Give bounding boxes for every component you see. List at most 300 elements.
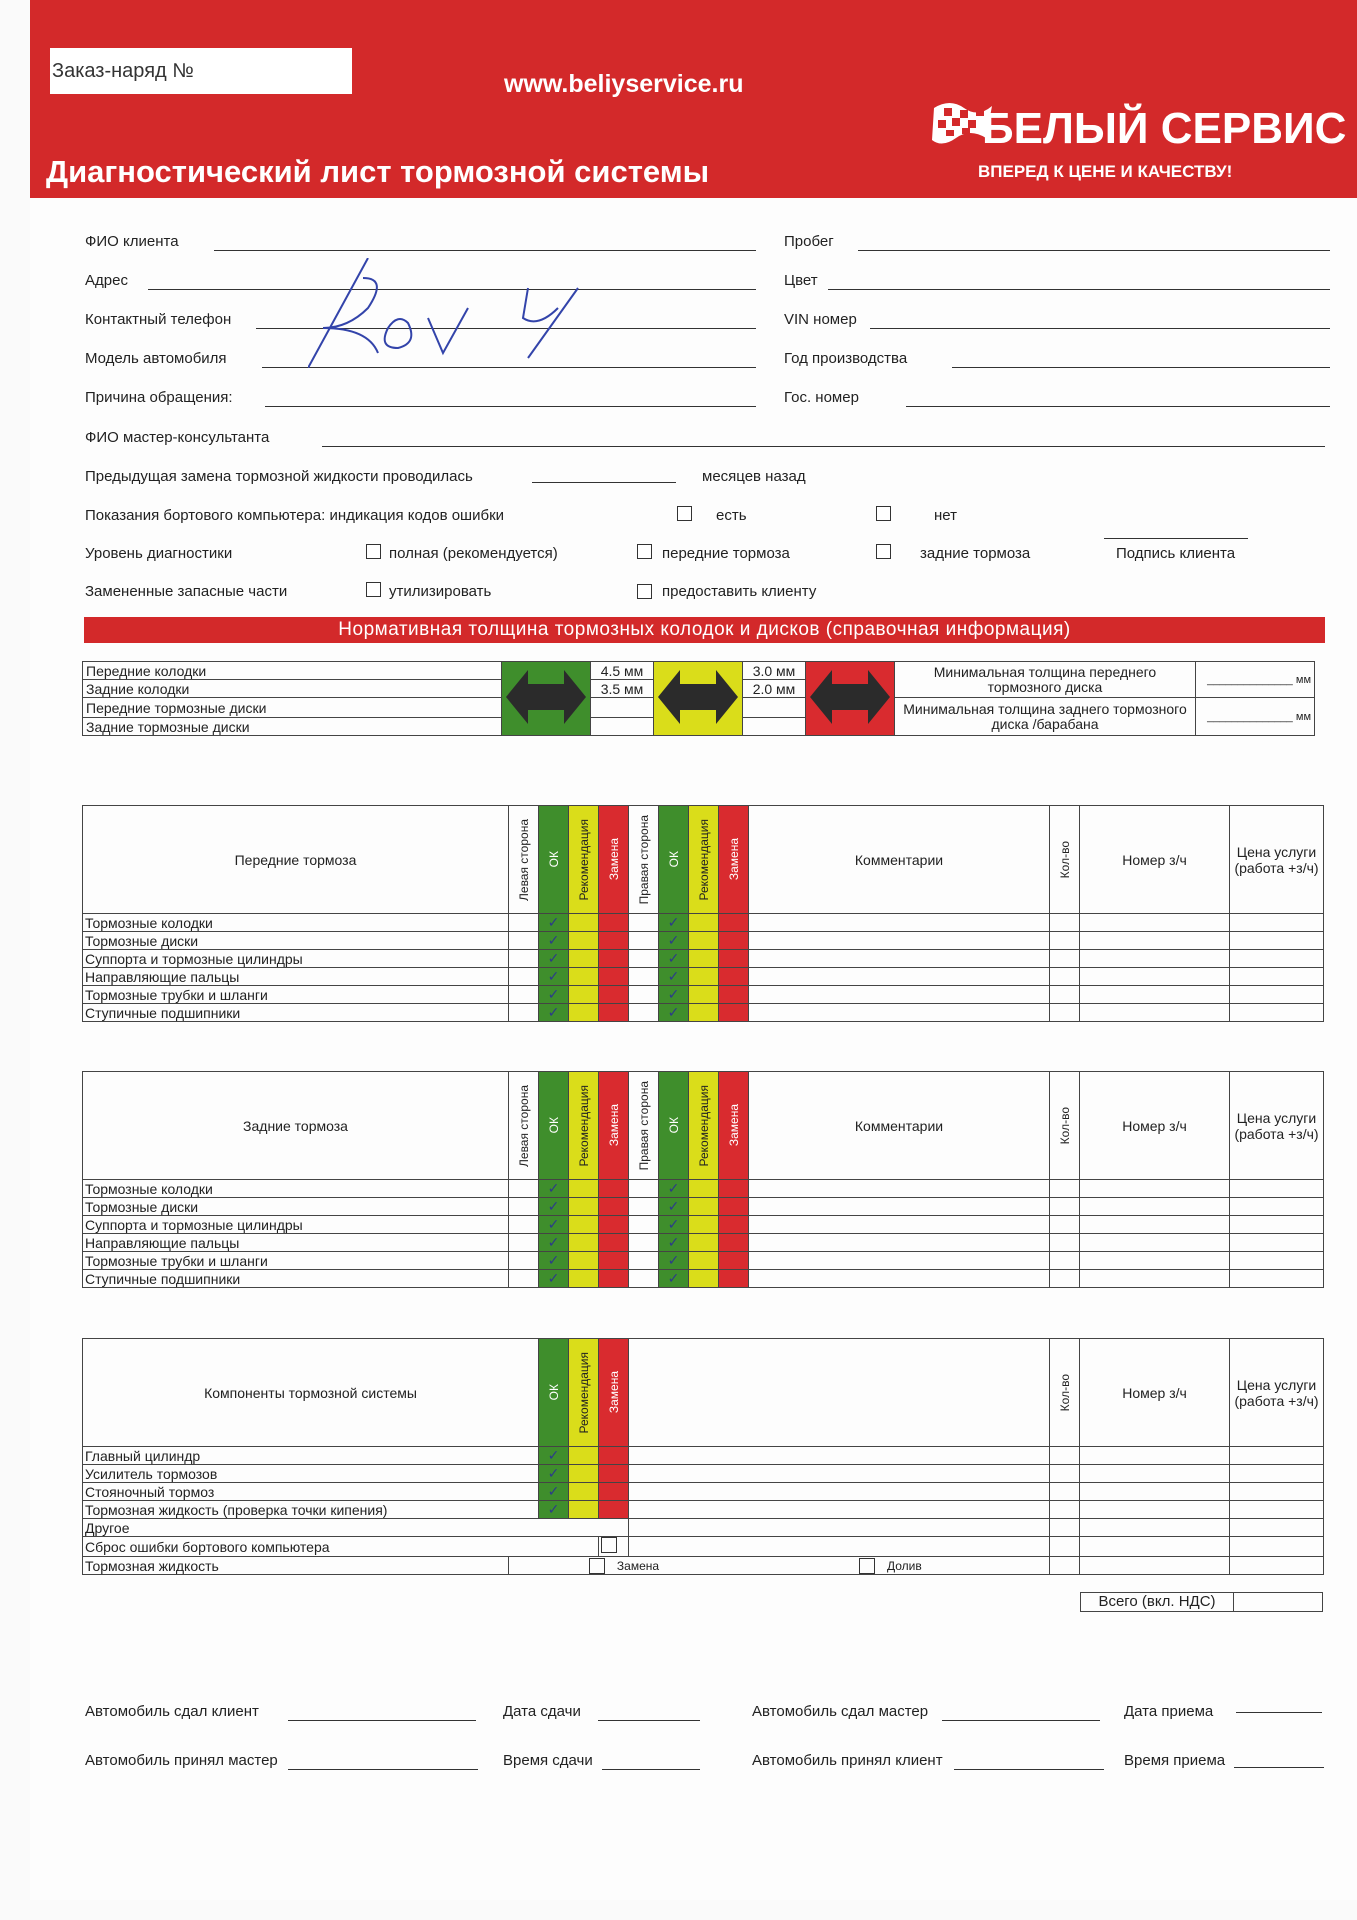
accepted-master-field[interactable] bbox=[288, 1769, 478, 1770]
reset-checkbox-cell bbox=[599, 1537, 629, 1557]
qty-cell[interactable] bbox=[1050, 1004, 1080, 1022]
price-cell[interactable] bbox=[1230, 1557, 1324, 1575]
right-ok-cell[interactable]: ✓ bbox=[659, 1216, 689, 1234]
ok-header: ОК bbox=[546, 1384, 561, 1401]
left-repl-cell[interactable] bbox=[599, 1270, 629, 1288]
right-ok-cell[interactable]: ✓ bbox=[659, 1234, 689, 1252]
part-no-cell[interactable] bbox=[1080, 1198, 1230, 1216]
row-label: Тормозные трубки и шланги bbox=[83, 986, 509, 1004]
price-header: Цена услуги (работа +з/ч) bbox=[1230, 1072, 1324, 1180]
repl-cell[interactable] bbox=[599, 1483, 629, 1501]
left-rec-cell[interactable] bbox=[569, 950, 599, 968]
row-label: Другое bbox=[83, 1519, 629, 1537]
right-repl-cell[interactable] bbox=[719, 932, 749, 950]
price-cell[interactable] bbox=[1230, 950, 1324, 968]
ref-row-label: Задние колодки bbox=[83, 680, 502, 698]
rec-cell[interactable] bbox=[569, 1483, 599, 1501]
table-row bbox=[83, 914, 1324, 932]
right-ok-cell[interactable]: ✓ bbox=[659, 1252, 689, 1270]
qty-cell[interactable] bbox=[1050, 932, 1080, 950]
qty-cell[interactable] bbox=[1050, 1216, 1080, 1234]
mileage-label: Пробег bbox=[784, 233, 834, 250]
left-ok-cell[interactable]: ✓ bbox=[539, 1234, 569, 1252]
comment-cell[interactable] bbox=[749, 1234, 1050, 1252]
diag-full-checkbox[interactable] bbox=[366, 544, 381, 559]
comment-cell[interactable] bbox=[629, 1537, 1050, 1557]
right-ok-cell[interactable]: ✓ bbox=[659, 1270, 689, 1288]
qty-header: Кол-во bbox=[1057, 840, 1072, 879]
fluid-topup-checkbox[interactable] bbox=[859, 1558, 875, 1574]
row-label: Тормозные диски bbox=[83, 1198, 509, 1216]
prev-replace-field[interactable] bbox=[532, 482, 676, 483]
left-ok-cell[interactable]: ✓ bbox=[539, 986, 569, 1004]
client-name-field[interactable] bbox=[214, 250, 756, 251]
comments-header: Комментарии bbox=[749, 806, 1050, 914]
left-repl-cell[interactable] bbox=[599, 1004, 629, 1022]
left-side-cell bbox=[509, 932, 539, 950]
comment-cell[interactable] bbox=[749, 1270, 1050, 1288]
qty-cell[interactable] bbox=[1050, 1234, 1080, 1252]
left-side-cell bbox=[509, 986, 539, 1004]
right-ok-cell[interactable]: ✓ bbox=[659, 986, 689, 1004]
qty-cell[interactable] bbox=[1050, 1270, 1080, 1288]
ref-row-label: Передние колодки bbox=[83, 662, 502, 680]
right-side-cell bbox=[629, 914, 659, 932]
row-label: Тормозная жидкость (проверка точки кипения) bbox=[83, 1501, 539, 1519]
rec-cell[interactable] bbox=[569, 1465, 599, 1483]
errors-no-checkbox[interactable] bbox=[876, 506, 891, 521]
qty-cell[interactable] bbox=[1050, 950, 1080, 968]
left-repl-cell[interactable] bbox=[599, 950, 629, 968]
diag-level-label: Уровень диагностики bbox=[85, 545, 233, 562]
table-row bbox=[83, 1180, 1324, 1198]
part-no-cell[interactable] bbox=[1080, 1519, 1230, 1537]
left-rec-cell[interactable] bbox=[569, 968, 599, 986]
parts-give-label: предоставить клиенту bbox=[662, 583, 817, 600]
comment-cell[interactable] bbox=[749, 950, 1050, 968]
right-repl-cell[interactable] bbox=[719, 1216, 749, 1234]
min-front-label: Минимальная толщина переднего тормозного диска bbox=[895, 662, 1196, 698]
left-side-header: Левая сторона bbox=[516, 1084, 531, 1167]
ref-row-label: Задние тормозные диски bbox=[83, 718, 502, 736]
price-cell[interactable] bbox=[1230, 1004, 1324, 1022]
handed-master-field[interactable] bbox=[942, 1720, 1100, 1721]
left-repl-cell[interactable] bbox=[599, 932, 629, 950]
comment-cell[interactable] bbox=[749, 932, 1050, 950]
green-value: 3.5 мм bbox=[591, 680, 654, 698]
price-cell[interactable] bbox=[1230, 968, 1324, 986]
handed-client-field[interactable] bbox=[288, 1720, 476, 1721]
qty-cell[interactable] bbox=[1050, 1483, 1080, 1501]
qty-cell[interactable] bbox=[1050, 1180, 1080, 1198]
ok-cell[interactable]: ✓ bbox=[539, 1447, 569, 1465]
table-row bbox=[83, 1465, 1324, 1483]
row-label: Тормозные колодки bbox=[83, 914, 509, 932]
errors-yes-label: есть bbox=[716, 507, 747, 524]
table-row bbox=[83, 968, 1324, 986]
right-repl-cell[interactable] bbox=[719, 914, 749, 932]
errors-no-label: нет bbox=[934, 507, 957, 524]
ok-header: ОК bbox=[666, 851, 681, 868]
part-no-cell[interactable] bbox=[1080, 1537, 1230, 1557]
price-cell[interactable] bbox=[1230, 1447, 1324, 1465]
client-name-label: ФИО клиента bbox=[85, 233, 179, 250]
right-repl-cell[interactable] bbox=[719, 1004, 749, 1022]
time-in-field[interactable] bbox=[1234, 1767, 1324, 1768]
parts-dispose-checkbox[interactable] bbox=[366, 582, 381, 597]
reference-banner: Нормативная толщина тормозных колодок и дисков (справочная информация) bbox=[84, 617, 1325, 643]
part-no-cell[interactable] bbox=[1080, 1216, 1230, 1234]
qty-cell[interactable] bbox=[1050, 1557, 1080, 1575]
right-side-cell bbox=[629, 1180, 659, 1198]
left-side-cell bbox=[509, 1180, 539, 1198]
left-repl-cell[interactable] bbox=[599, 968, 629, 986]
row-label: Суппорта и тормозные цилиндры bbox=[83, 950, 509, 968]
comment-cell[interactable] bbox=[749, 968, 1050, 986]
repl-header: Замена bbox=[726, 1104, 741, 1147]
right-repl-cell[interactable] bbox=[719, 1180, 749, 1198]
yellow-value: 3.0 мм bbox=[743, 662, 806, 680]
green-arrow-icon bbox=[502, 662, 591, 736]
ref-row-label: Передние тормозные диски bbox=[83, 698, 502, 718]
components-title: Компоненты тормозной системы bbox=[83, 1339, 539, 1447]
ok-cell[interactable]: ✓ bbox=[539, 1501, 569, 1519]
right-repl-cell[interactable] bbox=[719, 1198, 749, 1216]
yellow-value: 2.0 мм bbox=[743, 680, 806, 698]
diag-full-label: полная (рекомендуется) bbox=[389, 545, 558, 562]
ok-header: ОК bbox=[546, 1117, 561, 1134]
left-ok-cell[interactable]: ✓ bbox=[539, 968, 569, 986]
comment-cell[interactable] bbox=[629, 1465, 1050, 1483]
comment-cell[interactable] bbox=[629, 1519, 1050, 1537]
reset-checkbox[interactable] bbox=[601, 1537, 617, 1553]
accepted-client-field[interactable] bbox=[954, 1769, 1104, 1770]
master-field[interactable] bbox=[322, 446, 1325, 447]
right-repl-cell[interactable] bbox=[719, 1270, 749, 1288]
part-no-header: Номер з/ч bbox=[1080, 1339, 1230, 1447]
plate-field[interactable] bbox=[906, 406, 1330, 407]
left-rec-cell[interactable] bbox=[569, 1216, 599, 1234]
front-title: Передние тормоза bbox=[83, 806, 509, 914]
price-header: Цена услуги (работа +з/ч) bbox=[1230, 806, 1324, 914]
order-number-field[interactable] bbox=[50, 48, 352, 94]
comment-cell[interactable] bbox=[749, 1180, 1050, 1198]
left-rec-cell[interactable] bbox=[569, 1234, 599, 1252]
qty-cell[interactable] bbox=[1050, 1252, 1080, 1270]
fluid-replace-checkbox[interactable] bbox=[589, 1558, 605, 1574]
right-rec-cell[interactable] bbox=[689, 968, 719, 986]
price-cell[interactable] bbox=[1230, 1216, 1324, 1234]
left-rec-cell[interactable] bbox=[569, 1180, 599, 1198]
qty-cell[interactable] bbox=[1050, 1447, 1080, 1465]
left-ok-cell[interactable]: ✓ bbox=[539, 932, 569, 950]
part-no-cell[interactable] bbox=[1080, 1234, 1230, 1252]
rec-header: Рекомендация bbox=[696, 818, 711, 901]
yellow-arrow-icon bbox=[654, 662, 743, 736]
parts-dispose-label: утилизировать bbox=[389, 583, 492, 600]
left-repl-cell[interactable] bbox=[599, 1234, 629, 1252]
price-cell[interactable] bbox=[1230, 1180, 1324, 1198]
right-ok-cell[interactable]: ✓ bbox=[659, 1004, 689, 1022]
comment-cell[interactable] bbox=[749, 986, 1050, 1004]
price-cell[interactable] bbox=[1230, 1198, 1324, 1216]
rec-cell[interactable] bbox=[569, 1501, 599, 1519]
price-cell[interactable] bbox=[1230, 932, 1324, 950]
part-no-cell[interactable] bbox=[1080, 932, 1230, 950]
plate-label: Гос. номер bbox=[784, 389, 859, 406]
vin-field[interactable] bbox=[870, 328, 1330, 329]
ok-cell[interactable]: ✓ bbox=[539, 1465, 569, 1483]
right-rec-cell[interactable] bbox=[689, 1252, 719, 1270]
right-rec-cell[interactable] bbox=[689, 914, 719, 932]
row-label: Тормозные диски bbox=[83, 932, 509, 950]
components-table bbox=[82, 1338, 1324, 1575]
website-url: www.beliyservice.ru bbox=[504, 70, 744, 98]
left-side-cell bbox=[509, 1252, 539, 1270]
unit-label: мм bbox=[1295, 710, 1311, 723]
visit-reason-field[interactable] bbox=[265, 406, 756, 407]
handed-client-label: Автомобиль сдал клиент bbox=[85, 1703, 259, 1720]
min-rear-label: Минимальная толщина заднего тормозного диска /барабана bbox=[895, 698, 1196, 736]
qty-cell[interactable] bbox=[1050, 1537, 1080, 1557]
rec-header: Рекомендация bbox=[696, 1084, 711, 1167]
price-cell[interactable] bbox=[1230, 986, 1324, 1004]
comment-cell[interactable] bbox=[749, 1198, 1050, 1216]
right-rec-cell[interactable] bbox=[689, 1004, 719, 1022]
left-rec-cell[interactable] bbox=[569, 1004, 599, 1022]
left-side-cell bbox=[509, 1004, 539, 1022]
row-label: Главный цилиндр bbox=[83, 1447, 539, 1465]
time-out-label: Время сдачи bbox=[503, 1752, 593, 1769]
left-repl-cell[interactable] bbox=[599, 1198, 629, 1216]
left-repl-cell[interactable] bbox=[599, 986, 629, 1004]
part-no-cell[interactable] bbox=[1080, 1447, 1230, 1465]
right-rec-cell[interactable] bbox=[689, 1198, 719, 1216]
part-no-cell[interactable] bbox=[1080, 1501, 1230, 1519]
comment-cell[interactable] bbox=[629, 1447, 1050, 1465]
part-no-cell[interactable] bbox=[1080, 968, 1230, 986]
repl-cell[interactable] bbox=[599, 1501, 629, 1519]
qty-cell[interactable] bbox=[1050, 1501, 1080, 1519]
comment-cell[interactable] bbox=[749, 1004, 1050, 1022]
row-label: Тормозные трубки и шланги bbox=[83, 1252, 509, 1270]
repl-cell[interactable] bbox=[599, 1465, 629, 1483]
repl-cell[interactable] bbox=[599, 1447, 629, 1465]
left-side-cell bbox=[509, 968, 539, 986]
right-rec-cell[interactable] bbox=[689, 1180, 719, 1198]
right-repl-cell[interactable] bbox=[719, 986, 749, 1004]
price-cell[interactable] bbox=[1230, 1483, 1324, 1501]
rec-cell[interactable] bbox=[569, 1447, 599, 1465]
right-ok-cell[interactable]: ✓ bbox=[659, 950, 689, 968]
part-no-cell[interactable] bbox=[1080, 1270, 1230, 1288]
left-rec-cell[interactable] bbox=[569, 986, 599, 1004]
table-row bbox=[83, 1216, 1324, 1234]
fluid-topup-label: Долив bbox=[886, 1559, 922, 1573]
qty-cell[interactable] bbox=[1050, 1465, 1080, 1483]
right-ok-cell[interactable]: ✓ bbox=[659, 968, 689, 986]
row-label: Ступичные подшипники bbox=[83, 1270, 509, 1288]
price-cell[interactable] bbox=[1230, 1501, 1324, 1519]
rear-brakes-table bbox=[82, 1071, 1324, 1288]
left-repl-cell[interactable] bbox=[599, 1216, 629, 1234]
rear-title: Задние тормоза bbox=[83, 1072, 509, 1180]
qty-cell[interactable] bbox=[1050, 986, 1080, 1004]
red-arrow-icon bbox=[806, 662, 895, 736]
left-ok-cell[interactable]: ✓ bbox=[539, 950, 569, 968]
part-no-cell[interactable] bbox=[1080, 1252, 1230, 1270]
unit-label: мм bbox=[1295, 673, 1311, 686]
reference-table bbox=[82, 661, 1315, 736]
right-repl-cell[interactable] bbox=[719, 950, 749, 968]
ok-cell[interactable]: ✓ bbox=[539, 1483, 569, 1501]
table-row bbox=[83, 1557, 1324, 1575]
year-field[interactable] bbox=[952, 367, 1330, 368]
row-label: Сброс ошибки бортового компьютера bbox=[83, 1537, 599, 1557]
price-cell[interactable] bbox=[1230, 1519, 1324, 1537]
left-repl-cell[interactable] bbox=[599, 1180, 629, 1198]
right-ok-cell[interactable]: ✓ bbox=[659, 932, 689, 950]
left-rec-cell[interactable] bbox=[569, 1198, 599, 1216]
left-rec-cell[interactable] bbox=[569, 914, 599, 932]
right-repl-cell[interactable] bbox=[719, 1252, 749, 1270]
part-no-header: Номер з/ч bbox=[1080, 1072, 1230, 1180]
left-rec-cell[interactable] bbox=[569, 1252, 599, 1270]
client-signature-field[interactable] bbox=[1104, 538, 1248, 539]
date-out-label: Дата сдачи bbox=[503, 1703, 581, 1720]
part-no-cell[interactable] bbox=[1080, 1483, 1230, 1501]
left-ok-cell[interactable]: ✓ bbox=[539, 1180, 569, 1198]
left-ok-cell[interactable]: ✓ bbox=[539, 1004, 569, 1022]
part-no-cell[interactable] bbox=[1080, 986, 1230, 1004]
computer-codes-label: Показания бортового компьютера: индикация кодов ошибки bbox=[85, 507, 505, 524]
min-rear-field[interactable]: ______________ мм bbox=[1196, 698, 1315, 736]
rec-header: Рекомендация bbox=[576, 1084, 591, 1167]
right-rec-cell[interactable] bbox=[689, 1270, 719, 1288]
page-title: Диагностический лист тормозной системы bbox=[46, 154, 710, 189]
table-row bbox=[83, 1004, 1324, 1022]
table-row bbox=[83, 950, 1324, 968]
table-row bbox=[83, 1537, 1324, 1557]
diag-rear-checkbox[interactable] bbox=[876, 544, 891, 559]
table-row bbox=[83, 1519, 1324, 1537]
right-ok-cell[interactable]: ✓ bbox=[659, 1180, 689, 1198]
left-rec-cell[interactable] bbox=[569, 1270, 599, 1288]
right-repl-cell[interactable] bbox=[719, 968, 749, 986]
client-signature-label: Подпись клиента bbox=[1116, 545, 1236, 562]
right-side-cell bbox=[629, 950, 659, 968]
part-no-cell[interactable] bbox=[1080, 1557, 1230, 1575]
total-box bbox=[1080, 1592, 1323, 1612]
part-no-cell[interactable] bbox=[1080, 1465, 1230, 1483]
row-label: Тормозные колодки bbox=[83, 1180, 509, 1198]
left-ok-cell[interactable]: ✓ bbox=[539, 1198, 569, 1216]
brand-slogan: ВПЕРЕД К ЦЕНЕ И КАЧЕСТВУ! bbox=[978, 162, 1233, 181]
min-front-field[interactable]: ______________ мм bbox=[1196, 662, 1315, 698]
right-side-cell bbox=[629, 1270, 659, 1288]
errors-yes-checkbox[interactable] bbox=[677, 506, 692, 521]
vin-label: VIN номер bbox=[784, 311, 857, 328]
right-rec-cell[interactable] bbox=[689, 986, 719, 1004]
mileage-field[interactable] bbox=[858, 250, 1330, 251]
part-no-cell[interactable] bbox=[1080, 950, 1230, 968]
right-side-cell bbox=[629, 986, 659, 1004]
comment-cell[interactable] bbox=[749, 1216, 1050, 1234]
left-side-cell bbox=[509, 1234, 539, 1252]
accepted-master-label: Автомобиль принял мастер bbox=[85, 1752, 278, 1769]
year-label: Год производства bbox=[784, 350, 908, 367]
right-side-cell bbox=[629, 1198, 659, 1216]
part-no-cell[interactable] bbox=[1080, 914, 1230, 932]
right-rec-cell[interactable] bbox=[689, 932, 719, 950]
time-out-field[interactable] bbox=[602, 1769, 700, 1770]
comment-cell[interactable] bbox=[629, 1501, 1050, 1519]
total-label: Всего (вкл. НДС) bbox=[1081, 1593, 1234, 1611]
price-cell[interactable] bbox=[1230, 914, 1324, 932]
price-cell[interactable] bbox=[1230, 1465, 1324, 1483]
row-label: Ступичные подшипники bbox=[83, 1004, 509, 1022]
price-cell[interactable] bbox=[1230, 1252, 1324, 1270]
table-row bbox=[83, 1252, 1324, 1270]
green-value: 4.5 мм bbox=[591, 662, 654, 680]
diag-front-label: передние тормоза bbox=[662, 545, 790, 562]
table-row bbox=[83, 986, 1324, 1004]
right-ok-cell[interactable]: ✓ bbox=[659, 1198, 689, 1216]
left-side-cell bbox=[509, 950, 539, 968]
front-brakes-table bbox=[82, 805, 1324, 1022]
comment-cell[interactable] bbox=[749, 914, 1050, 932]
left-ok-cell[interactable]: ✓ bbox=[539, 914, 569, 932]
table-row bbox=[83, 1270, 1324, 1288]
price-cell[interactable] bbox=[1230, 1270, 1324, 1288]
parts-give-checkbox[interactable] bbox=[637, 584, 652, 599]
right-side-cell bbox=[629, 1252, 659, 1270]
part-no-cell[interactable] bbox=[1080, 1180, 1230, 1198]
qty-cell[interactable] bbox=[1050, 1198, 1080, 1216]
right-rec-cell[interactable] bbox=[689, 1216, 719, 1234]
right-rec-cell[interactable] bbox=[689, 950, 719, 968]
price-cell[interactable] bbox=[1230, 1537, 1324, 1557]
date-out-field[interactable] bbox=[598, 1720, 700, 1721]
part-no-cell[interactable] bbox=[1080, 1004, 1230, 1022]
left-repl-cell[interactable] bbox=[599, 914, 629, 932]
row-label: Суппорта и тормозные цилиндры bbox=[83, 1216, 509, 1234]
comment-cell[interactable] bbox=[629, 1483, 1050, 1501]
left-ok-cell[interactable]: ✓ bbox=[539, 1216, 569, 1234]
phone-label: Контактный телефон bbox=[85, 311, 232, 328]
color-field[interactable] bbox=[828, 289, 1330, 290]
qty-cell[interactable] bbox=[1050, 968, 1080, 986]
left-ok-cell[interactable]: ✓ bbox=[539, 1270, 569, 1288]
rec-header: Рекомендация bbox=[576, 818, 591, 901]
date-in-field[interactable] bbox=[1236, 1712, 1322, 1713]
handwritten-signature bbox=[308, 258, 608, 368]
diag-front-checkbox[interactable] bbox=[637, 544, 652, 559]
comment-cell[interactable] bbox=[749, 1252, 1050, 1270]
left-rec-cell[interactable] bbox=[569, 932, 599, 950]
left-repl-cell[interactable] bbox=[599, 1252, 629, 1270]
price-cell[interactable] bbox=[1230, 1234, 1324, 1252]
right-rec-cell[interactable] bbox=[689, 1234, 719, 1252]
right-ok-cell[interactable]: ✓ bbox=[659, 914, 689, 932]
qty-cell[interactable] bbox=[1050, 914, 1080, 932]
replaced-parts-label: Замененные запасные части bbox=[85, 583, 288, 600]
right-repl-cell[interactable] bbox=[719, 1234, 749, 1252]
ok-header: ОК bbox=[666, 1117, 681, 1134]
left-ok-cell[interactable]: ✓ bbox=[539, 1252, 569, 1270]
row-label: Стояночный тормоз bbox=[83, 1483, 539, 1501]
qty-cell[interactable] bbox=[1050, 1519, 1080, 1537]
